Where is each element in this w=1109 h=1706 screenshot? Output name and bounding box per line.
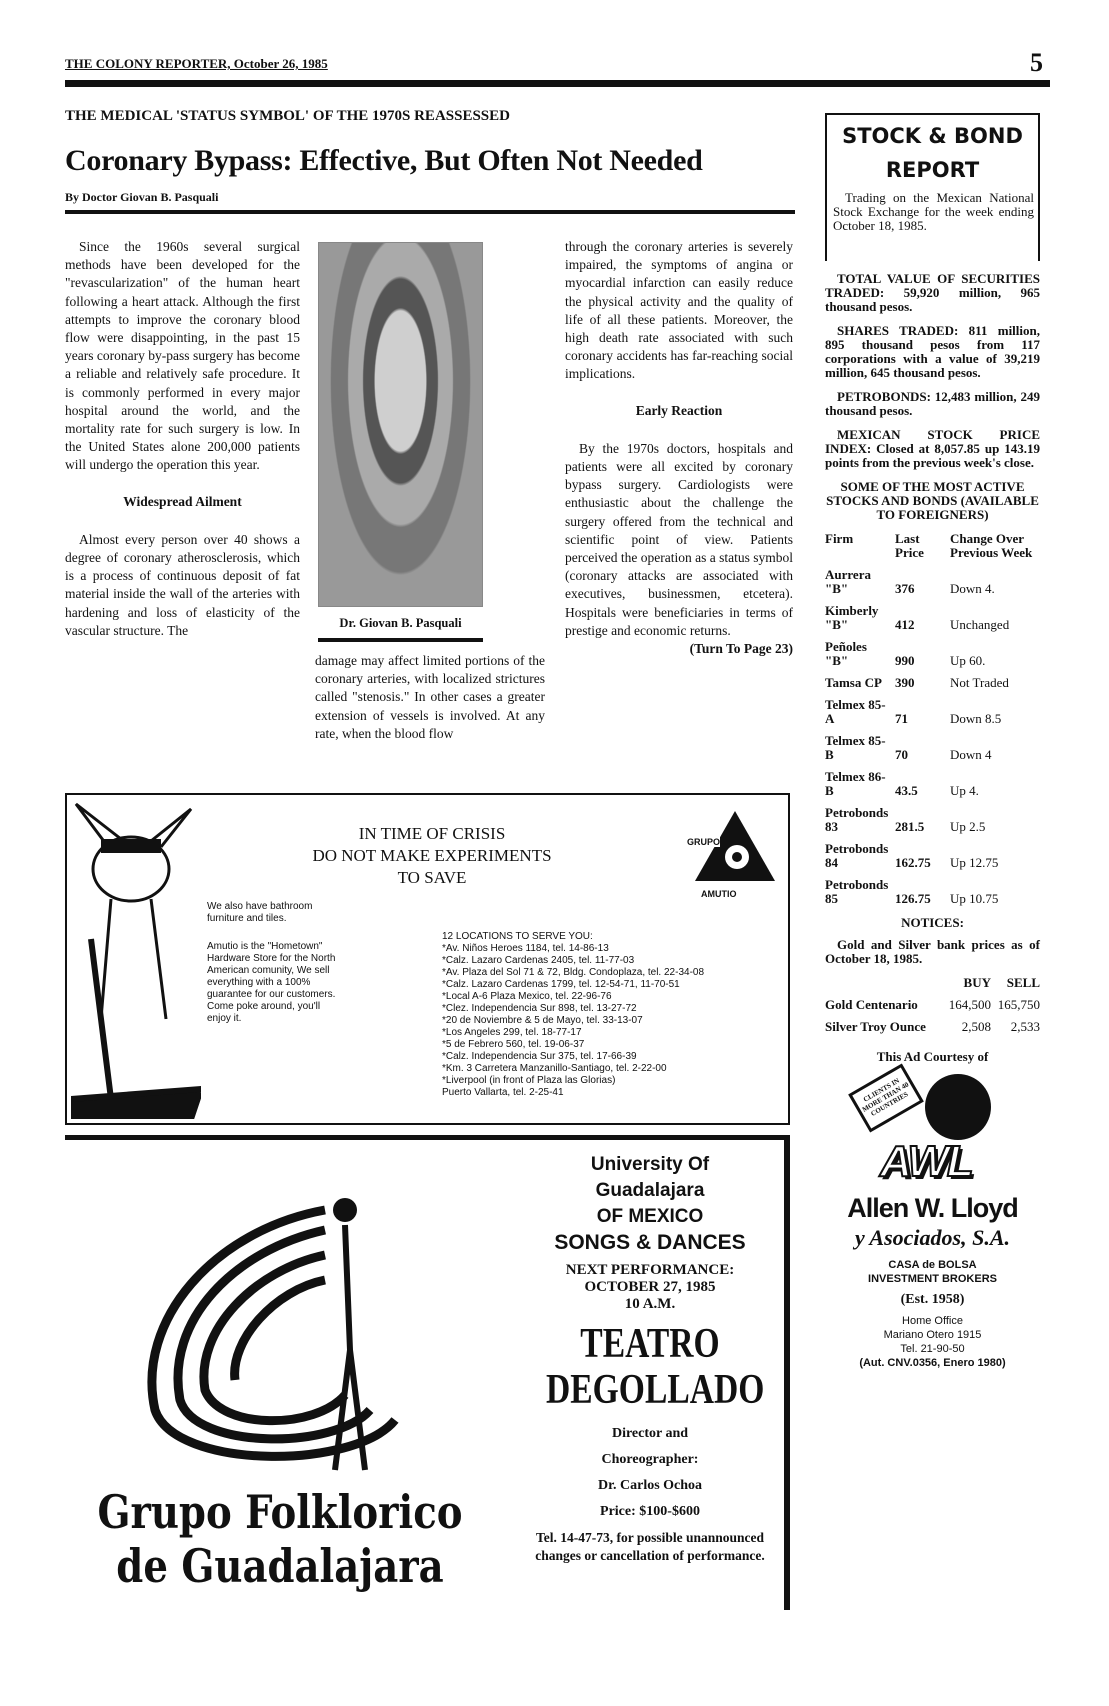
value: 12,483 million, 249 thousand pesos. xyxy=(825,389,1040,418)
firm: Telmex 86-B xyxy=(825,769,886,798)
awl-logo xyxy=(825,1072,1040,1192)
location-item: *Clez. Independencia Sur 898, tel. 13-27-72 xyxy=(442,1003,637,1014)
established: (Est. 1958) xyxy=(900,1292,965,1307)
sell-price: 2,533 xyxy=(1010,1019,1040,1034)
change: Down 8.5 xyxy=(950,711,1002,726)
venue-line: DEGOLLADO xyxy=(546,1367,765,1413)
store-blurb: Amutio is the "Hometown" Hardware Store for the North American comunity, We sell everything with a 100% guarantee for our customers. Come poke around, you'll enjoy it. xyxy=(207,941,336,1024)
headline-line: DO NOT MAKE EXPERIMENTS xyxy=(312,846,552,865)
headline-line: IN TIME OF CRISIS xyxy=(358,824,506,843)
logo-text: AWL xyxy=(880,1137,972,1186)
sidebar-title: REPORT xyxy=(885,158,980,182)
grupo-amutio-logo xyxy=(687,811,777,906)
page-number: 5 xyxy=(1030,48,1043,77)
author-photo xyxy=(318,242,483,607)
performance-date: OCTOBER 27, 1985 xyxy=(584,1279,716,1295)
sidebar-title: STOCK & BOND xyxy=(842,124,1023,148)
globe-icon xyxy=(925,1074,991,1140)
value: Closed at 8,057.85 up 143.19 points from the previous week's close. xyxy=(825,441,1040,470)
ad-headline xyxy=(247,823,617,889)
article-kicker: THE MEDICAL 'STATUS SYMBOL' OF THE 1970S REASSESSED xyxy=(65,108,510,124)
label: PETROBONDS: xyxy=(837,389,931,404)
location-item: *Av. Plaza del Sol 71 & 72, Bldg. Condoplaza, tel. 22-34-08 xyxy=(442,967,705,978)
change: Up 10.75 xyxy=(950,891,999,906)
table-row xyxy=(825,806,1040,842)
director-label: Director and xyxy=(611,1426,689,1441)
subhead: Early Reaction xyxy=(635,402,723,418)
office: Home Office xyxy=(902,1315,963,1327)
logo-text: AMUTIO xyxy=(701,889,737,899)
paragraph: Almost every person over 40 shows a degree of coronary atherosclerosis, which is a process of continuous deposit of fat material inside the wall of the arteries with hardening and loss of elasticity of the vascular structure. The xyxy=(65,531,300,638)
last-price: 71 xyxy=(895,711,908,726)
column-header: Firm xyxy=(825,531,854,546)
ticket-price: Price: $100-$600 xyxy=(600,1504,700,1519)
address: Mariano Otero 1915 xyxy=(883,1329,982,1341)
label: TOTAL VALUE OF SECURITIES TRADED: xyxy=(825,271,1040,300)
director-label: Choreographer: xyxy=(601,1452,699,1467)
rabbit-mascot-illustration xyxy=(71,799,201,1119)
firm: Tamsa CP xyxy=(825,675,882,690)
value: 811 million, 895 thousand pesos from 117 corporations with a value of 39,219 million, 645 thousand pesos. xyxy=(825,323,1040,380)
metal: Silver Troy Ounce xyxy=(825,1019,926,1034)
notices-text: Gold and Silver bank prices as of October 18, 1985. xyxy=(825,937,1040,966)
metals-table xyxy=(825,976,1040,1042)
locations-title: 12 LOCATIONS TO SERVE YOU: xyxy=(442,931,593,942)
divider xyxy=(65,210,795,214)
last-price: 412 xyxy=(895,617,915,632)
table-row xyxy=(825,770,1040,806)
firm: Aurrera "B" xyxy=(825,567,871,596)
divider xyxy=(65,80,1050,87)
table-row xyxy=(825,568,1040,604)
table-row xyxy=(825,640,1040,676)
divider xyxy=(318,638,483,642)
group-name-line: de Guadalajara xyxy=(116,1539,444,1593)
column-header: SELL xyxy=(1006,975,1040,990)
firm: Peñoles "B" xyxy=(825,639,867,668)
paragraph: damage may affect limited portions of the coronary arteries, with localized strictures called "stenosis." In other cases a greater extension of vessels is involved. At any rate, when the blood flow xyxy=(315,653,545,741)
group-name xyxy=(70,1485,490,1593)
firm: Telmex 85-A xyxy=(825,697,886,726)
table-header xyxy=(825,532,1040,568)
article-column-1 xyxy=(65,238,300,640)
next-performance-label: NEXT PERFORMANCE: xyxy=(565,1262,735,1278)
phone-note: Tel. 14-47-73, for possible unannounced changes or cancellation of performance. xyxy=(535,1530,765,1563)
change: Not Traded xyxy=(950,675,1009,690)
authorization: (Aut. CNV.0356, Enero 1980) xyxy=(859,1357,1006,1369)
table-row xyxy=(825,676,1040,698)
table-row xyxy=(825,998,1040,1020)
last-price: 162.75 xyxy=(895,855,931,870)
table-row xyxy=(825,698,1040,734)
university-line: SONGS & DANCES xyxy=(554,1231,746,1254)
folklorico-ad xyxy=(65,1135,790,1610)
company-name: Allen W. Lloyd xyxy=(847,1193,1018,1223)
article-byline: By Doctor Giovan B. Pasquali xyxy=(65,190,219,204)
metal: Gold Centenario xyxy=(825,997,918,1012)
article-headline: Coronary Bypass: Effective, But Often Not Needed xyxy=(65,144,703,177)
location-item: *Local A-6 Plaza Mexico, tel. 22-96-76 xyxy=(442,991,612,1002)
university-line: OF MEXICO xyxy=(596,1206,704,1227)
location-item: *Liverpool (in front of Plaza las Glorias) xyxy=(442,1075,616,1086)
location-item: *20 de Noviembre & 5 de Mayo, tel. 33-13-07 xyxy=(442,1015,643,1026)
performance-time: 10 A.M. xyxy=(624,1296,676,1312)
table-row xyxy=(825,604,1040,640)
label: SHARES TRADED: xyxy=(837,323,959,338)
company-script: y Asociados, S.A. xyxy=(854,1225,1011,1250)
location-item: Puerto Vallarta, tel. 2-25-41 xyxy=(442,1087,564,1098)
last-price: 376 xyxy=(895,581,915,596)
phone: Tel. 21-90-50 xyxy=(900,1343,965,1355)
performance-info xyxy=(520,1152,780,1565)
buy-price: 2,508 xyxy=(961,1019,991,1034)
change: Unchanged xyxy=(950,617,1010,632)
location-item: *Km. 3 Carretera Manzanillo-Santiago, tel. 2-22-00 xyxy=(442,1063,667,1074)
locations-list xyxy=(442,931,782,1099)
change: Down 4. xyxy=(950,581,995,596)
change: Down 4 xyxy=(950,747,992,762)
firm: Petrobonds 83 xyxy=(825,805,889,834)
group-name-line: Grupo Folklorico xyxy=(97,1485,463,1539)
stock-report-box xyxy=(825,113,1040,261)
table-row xyxy=(825,878,1040,914)
photo-caption: Dr. Giovan B. Pasquali xyxy=(339,616,462,630)
last-price: 990 xyxy=(895,653,915,668)
courtesy-line: This Ad Courtesy of xyxy=(876,1049,989,1064)
logo-badge: CLIENTS IN MORE THAN 40 COUNTRIES xyxy=(848,1063,924,1132)
firm: Kimberly "B" xyxy=(825,603,879,632)
section-heading: SOME OF THE MOST ACTIVE STOCKS AND BONDS (AVAILABLE TO FOREIGNERS) xyxy=(826,479,1039,522)
investment-brokers: INVESTMENT BROKERS xyxy=(868,1273,997,1285)
sell-price: 165,750 xyxy=(997,997,1040,1012)
stock-report xyxy=(825,272,1040,1370)
value: 59,920 million, 965 thousand pesos. xyxy=(825,285,1040,314)
change: Up 4. xyxy=(950,783,979,798)
last-price: 70 xyxy=(895,747,908,762)
stocks-table xyxy=(825,532,1040,914)
article-column-2 xyxy=(315,652,545,743)
change: Up 2.5 xyxy=(950,819,986,834)
university-line: Guadalajara xyxy=(595,1180,705,1201)
dancer-illustration xyxy=(95,1170,495,1480)
change: Up 60. xyxy=(950,653,986,668)
director-name: Dr. Carlos Ochoa xyxy=(597,1478,703,1493)
buy-price: 164,500 xyxy=(948,997,991,1012)
amutio-ad xyxy=(65,793,790,1125)
column-header: Change Over Previous Week xyxy=(950,531,1033,560)
logo-text: GRUPO xyxy=(687,837,721,847)
last-price: 281.5 xyxy=(895,819,925,834)
location-item: *Av. Niños Heroes 1184, tel. 14-86-13 xyxy=(442,943,609,954)
location-item: *Los Angeles 299, tel. 18-77-17 xyxy=(442,1027,582,1038)
table-row xyxy=(825,842,1040,878)
last-price: 43.5 xyxy=(895,783,918,798)
bathroom-note: We also have bathroom furniture and tiles. xyxy=(207,901,313,924)
table-row xyxy=(825,1020,1040,1042)
column-header: BUY xyxy=(963,975,991,990)
sidebar-intro: Trading on the Mexican National Stock Exchange for the week ending October 18, 1985. xyxy=(833,190,1034,233)
change: Up 12.75 xyxy=(950,855,999,870)
headline-line: TO SAVE xyxy=(397,868,467,887)
last-price: 390 xyxy=(895,675,915,690)
continued-line: (Turn To Page 23) xyxy=(689,641,793,657)
label: MEXICAN STOCK PRICE INDEX: xyxy=(825,427,1040,456)
article-column-3 xyxy=(565,238,793,658)
firm: Petrobonds 84 xyxy=(825,841,889,870)
table-row xyxy=(825,734,1040,770)
location-item: *Calz. Lazaro Cardenas 2405, tel. 11-77-03 xyxy=(442,955,635,966)
location-item: *Calz. Independencia Sur 375, tel. 17-66-39 xyxy=(442,1051,637,1062)
location-item: *5 de Febrero 560, tel. 19-06-37 xyxy=(442,1039,585,1050)
last-price: 126.75 xyxy=(895,891,931,906)
paragraph: through the coronary arteries is severely impaired, the symptoms of angina or myocardial infarction can easily reduce the physical activity and the quality of life of all these patients. Moreover, the high death rate associated with such coronary accidents has far-reaching social implications. xyxy=(565,239,793,382)
running-head: THE COLONY REPORTER, October 26, 1985 xyxy=(65,56,328,71)
notices-heading: NOTICES: xyxy=(901,915,964,930)
casa-de-bolsa: CASA de BOLSA xyxy=(888,1259,977,1271)
university-line: University Of xyxy=(590,1154,710,1175)
paragraph: By the 1970s doctors, hospitals and patients were all excited by coronary bypass surgery. Cardiologists were enthusiastic about the challenge the surgery offered from the technical and scientific point of view. Patients perceived the operation as a status symbol (coronary attacks are associated with executives, businessmen, etcetera). Hospitals were beneficiaries in terms of prestige and economic returns. xyxy=(565,440,793,638)
venue-line: TEATRO xyxy=(580,1321,720,1367)
paragraph: Since the 1960s several surgical methods have been developed for the "revascularization" of the human heart following a heart attack. Although the first attempts to improve the coronary blood flow were disappointing, in the past 15 years coronary by-pass surgery has become a reliable and relatively safe procedure. It is commonly performed in every major hospital around the world, and the mortality rate for such surgery is low. In the United States alone 200,000 patients will undergo the operation this year. xyxy=(65,239,300,473)
location-item: *Calz. Lazaro Cardenas 1799, tel. 12-54-71, 11-70-51 xyxy=(442,979,680,990)
column-header: Last Price xyxy=(895,531,924,560)
firm: Petrobonds 85 xyxy=(825,877,889,906)
subhead: Widespread Ailment xyxy=(123,493,242,509)
firm: Telmex 85-B xyxy=(825,733,886,762)
